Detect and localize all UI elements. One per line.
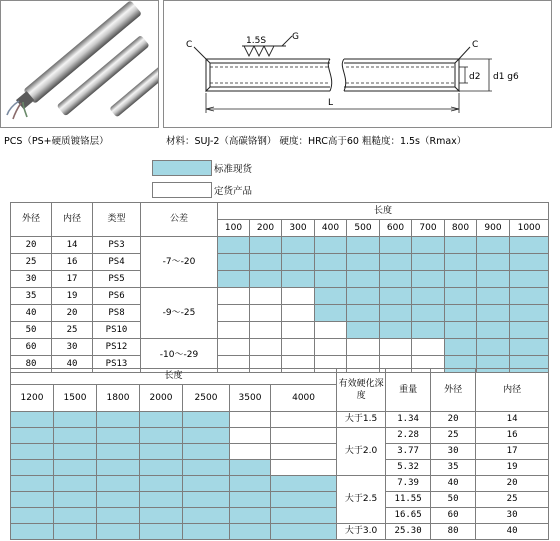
- stock-cell-standard: [271, 508, 337, 524]
- stock-cell-standard: [347, 322, 380, 339]
- stock-cell-standard: [510, 305, 549, 322]
- stock-cell-standard: [347, 305, 380, 322]
- stock-cell-standard: [380, 271, 412, 288]
- stock-cell-standard: [54, 476, 97, 492]
- table1-type-cell: PS5: [93, 271, 141, 288]
- stock-cell-standard: [97, 428, 140, 444]
- stock-cell-standard: [183, 444, 230, 460]
- table1-od-cell: 30: [11, 271, 52, 288]
- table2-depth-cell: 大于3.0: [337, 524, 386, 540]
- table2-weight-cell: 7.39: [386, 476, 431, 492]
- stock-cell-standard: [477, 339, 510, 356]
- legend-standard-label: 标准现货: [214, 164, 253, 175]
- stock-cell-order: [250, 339, 282, 356]
- stock-cell-standard: [412, 271, 445, 288]
- d2-label: d2: [469, 72, 481, 82]
- stock-cell-standard: [477, 271, 510, 288]
- stock-cell-standard: [218, 254, 250, 271]
- table1-length-700: 700: [412, 220, 445, 237]
- table1-length-200: 200: [250, 220, 282, 237]
- stock-cell-order: [250, 305, 282, 322]
- stock-cell-standard: [510, 288, 549, 305]
- stock-cell-standard: [140, 524, 183, 540]
- stock-cell-order: [282, 339, 315, 356]
- stock-cell-order: [412, 339, 445, 356]
- stock-cell-standard: [347, 271, 380, 288]
- table2-row: [11, 492, 549, 508]
- stock-cell-order: [282, 305, 315, 322]
- table1-row: [11, 237, 549, 254]
- chamfer-left-label: C: [186, 40, 193, 50]
- stock-cell-standard: [510, 254, 549, 271]
- table2-od-cell: 40: [431, 476, 476, 492]
- stock-cell-standard: [315, 237, 347, 254]
- table2-id-cell: 17: [476, 444, 549, 460]
- table2-header-row: [11, 369, 549, 385]
- table1-od-cell: 80: [11, 356, 52, 373]
- table2-length-1200: 1200: [11, 385, 54, 412]
- stock-cell-standard: [230, 492, 271, 508]
- stock-cell-order: [230, 428, 271, 444]
- table1-type-cell: PS10: [93, 322, 141, 339]
- stock-cell-standard: [445, 237, 477, 254]
- stock-cell-standard: [11, 444, 54, 460]
- stock-cell-standard: [250, 271, 282, 288]
- stock-cell-order: [218, 339, 250, 356]
- table1-length-800: 800: [445, 220, 477, 237]
- table1-header-od: 外径: [11, 203, 52, 237]
- table1-length-1000: 1000: [510, 220, 549, 237]
- stock-cell-standard: [183, 492, 230, 508]
- stock-cell-standard: [183, 460, 230, 476]
- stock-cell-standard: [380, 305, 412, 322]
- table1-length-600: 600: [380, 220, 412, 237]
- stock-cell-order: [271, 444, 337, 460]
- table1-header-length: 长度: [218, 203, 549, 220]
- stock-cell-standard: [97, 412, 140, 428]
- stock-cell-standard: [412, 322, 445, 339]
- table2-length-4000: 4000: [271, 385, 337, 412]
- stock-cell-standard: [54, 444, 97, 460]
- stock-cell-standard: [11, 460, 54, 476]
- table2-length-2000: 2000: [140, 385, 183, 412]
- stock-cell-standard: [140, 460, 183, 476]
- table1-row: [11, 254, 549, 271]
- table1-type-cell: PS4: [93, 254, 141, 271]
- stock-cell-order: [230, 412, 271, 428]
- stock-cell-standard: [11, 428, 54, 444]
- stock-cell-standard: [183, 524, 230, 540]
- stock-cell-order: [218, 288, 250, 305]
- table1-row: [11, 271, 549, 288]
- stock-cell-standard: [445, 254, 477, 271]
- table2-id-cell: 19: [476, 460, 549, 476]
- table1-od-cell: 50: [11, 322, 52, 339]
- stock-cell-standard: [510, 271, 549, 288]
- table2-weight-cell: 25.30: [386, 524, 431, 540]
- stock-cell-standard: [54, 428, 97, 444]
- stock-cell-standard: [477, 288, 510, 305]
- stock-cell-standard: [54, 508, 97, 524]
- table1-tol-cell: -7～-20: [141, 237, 218, 288]
- table2-row: [11, 508, 549, 524]
- stock-cell-standard: [11, 524, 54, 540]
- stock-cell-standard: [11, 508, 54, 524]
- stock-cell-standard: [54, 460, 97, 476]
- stock-cell-standard: [477, 322, 510, 339]
- table2-id-cell: 16: [476, 428, 549, 444]
- stock-cell-standard: [412, 254, 445, 271]
- stock-cell-standard: [412, 305, 445, 322]
- roughness-label: 1.5S: [246, 36, 267, 46]
- stock-cell-standard: [250, 254, 282, 271]
- table2-id-cell: 25: [476, 492, 549, 508]
- table2-od-cell: 50: [431, 492, 476, 508]
- spec-table-long: [10, 368, 549, 540]
- table2-depth-cell: 大于2.0: [337, 428, 386, 476]
- stock-cell-standard: [140, 444, 183, 460]
- table1-type-cell: PS12: [93, 339, 141, 356]
- stock-cell-standard: [412, 237, 445, 254]
- stock-cell-order: [315, 339, 347, 356]
- table1-length-500: 500: [347, 220, 380, 237]
- table2-id-cell: 40: [476, 524, 549, 540]
- stock-cell-standard: [380, 237, 412, 254]
- legend-order-swatch: [152, 182, 212, 198]
- stock-cell-order: [347, 339, 380, 356]
- table2-row: [11, 524, 549, 540]
- table1-length-400: 400: [315, 220, 347, 237]
- stock-cell-standard: [510, 339, 549, 356]
- stock-cell-order: [282, 288, 315, 305]
- table2-header-length: 长度: [11, 369, 337, 385]
- table1-header-tol: 公差: [141, 203, 218, 237]
- stock-cell-standard: [315, 288, 347, 305]
- stock-cell-standard: [54, 412, 97, 428]
- table2-length-1500: 1500: [54, 385, 97, 412]
- table2-od-cell: 35: [431, 460, 476, 476]
- stock-cell-standard: [445, 322, 477, 339]
- stock-cell-standard: [380, 254, 412, 271]
- stock-cell-standard: [477, 254, 510, 271]
- table1-type-cell: PS13: [93, 356, 141, 373]
- stock-cell-standard: [230, 508, 271, 524]
- table1-id-cell: 25: [52, 322, 93, 339]
- table1-length-900: 900: [477, 220, 510, 237]
- stock-cell-standard: [230, 524, 271, 540]
- stock-cell-order: [282, 322, 315, 339]
- stock-cell-order: [271, 412, 337, 428]
- table1-id-cell: 14: [52, 237, 93, 254]
- table1-length-100: 100: [218, 220, 250, 237]
- table1-header-type: 类型: [93, 203, 141, 237]
- table2-header-od: 外径: [431, 369, 476, 412]
- table2-weight-cell: 5.32: [386, 460, 431, 476]
- table1-length-300: 300: [282, 220, 315, 237]
- table1-od-cell: 20: [11, 237, 52, 254]
- length-label: L: [328, 98, 334, 108]
- stock-cell-standard: [445, 305, 477, 322]
- stock-cell-standard: [140, 428, 183, 444]
- stock-cell-standard: [11, 476, 54, 492]
- stock-cell-standard: [183, 476, 230, 492]
- stock-cell-standard: [97, 476, 140, 492]
- table1-type-cell: PS6: [93, 288, 141, 305]
- stock-cell-order: [250, 288, 282, 305]
- table2-depth-cell: 大于1.5: [337, 412, 386, 428]
- table1-tol-cell: -9～-25: [141, 288, 218, 339]
- spec-table-short: [10, 202, 549, 373]
- stock-cell-standard: [315, 271, 347, 288]
- stock-cell-standard: [230, 476, 271, 492]
- stock-cell-standard: [282, 237, 315, 254]
- stock-cell-standard: [477, 237, 510, 254]
- stock-cell-order: [271, 460, 337, 476]
- stock-cell-standard: [97, 460, 140, 476]
- table2-row: [11, 460, 549, 476]
- stock-cell-standard: [271, 492, 337, 508]
- table2-od-cell: 30: [431, 444, 476, 460]
- stock-cell-standard: [347, 237, 380, 254]
- stock-cell-standard: [54, 524, 97, 540]
- roughness-grade-label: G: [292, 32, 299, 42]
- product-photo-panel: [0, 0, 159, 128]
- table2-weight-cell: 3.77: [386, 444, 431, 460]
- table1-type-cell: PS8: [93, 305, 141, 322]
- stock-cell-standard: [380, 288, 412, 305]
- stock-cell-order: [250, 322, 282, 339]
- d1-label: d1 g6: [493, 72, 519, 82]
- stock-cell-standard: [183, 428, 230, 444]
- stock-cell-standard: [11, 412, 54, 428]
- shaft-photo: [1, 1, 158, 127]
- table1-row: [11, 339, 549, 356]
- stock-cell-order: [218, 305, 250, 322]
- stock-cell-order: [380, 339, 412, 356]
- table2-id-cell: 20: [476, 476, 549, 492]
- stock-cell-standard: [271, 476, 337, 492]
- table1-row: [11, 322, 549, 339]
- table1-row: [11, 305, 549, 322]
- stock-cell-standard: [380, 322, 412, 339]
- table1-id-cell: 17: [52, 271, 93, 288]
- table1-id-cell: 16: [52, 254, 93, 271]
- table1-id-cell: 30: [52, 339, 93, 356]
- table1-type-cell: PS3: [93, 237, 141, 254]
- table1-od-cell: 60: [11, 339, 52, 356]
- table2-weight-cell: 2.28: [386, 428, 431, 444]
- stock-cell-standard: [282, 254, 315, 271]
- stock-cell-standard: [183, 412, 230, 428]
- stock-cell-standard: [97, 508, 140, 524]
- table2-weight-cell: 1.34: [386, 412, 431, 428]
- stock-cell-standard: [97, 492, 140, 508]
- table2-id-cell: 14: [476, 412, 549, 428]
- table2-header-id: 内径: [476, 369, 549, 412]
- stock-cell-standard: [445, 339, 477, 356]
- stock-cell-standard: [230, 460, 271, 476]
- table2-row: [11, 444, 549, 460]
- table2-id-cell: 30: [476, 508, 549, 524]
- drawing-panel: [163, 0, 552, 128]
- stock-cell-order: [271, 428, 337, 444]
- table1-header-row: [11, 203, 549, 220]
- table1-header-id: 内径: [52, 203, 93, 237]
- stock-cell-standard: [97, 524, 140, 540]
- table2-weight-cell: 16.65: [386, 508, 431, 524]
- stock-cell-order: [218, 322, 250, 339]
- stock-cell-order: [230, 444, 271, 460]
- stock-cell-standard: [282, 271, 315, 288]
- stock-cell-standard: [97, 444, 140, 460]
- table2-od-cell: 20: [431, 412, 476, 428]
- table1-od-cell: 25: [11, 254, 52, 271]
- table2-od-cell: 25: [431, 428, 476, 444]
- table2-depth-cell: 大于2.5: [337, 476, 386, 524]
- stock-cell-standard: [477, 305, 510, 322]
- table1-row: [11, 288, 549, 305]
- stock-cell-order: [315, 322, 347, 339]
- stock-cell-standard: [140, 412, 183, 428]
- table2-header-weight: 重量: [386, 369, 431, 412]
- legend-standard-swatch: [152, 160, 212, 176]
- stock-cell-standard: [445, 271, 477, 288]
- stock-cell-standard: [315, 254, 347, 271]
- stock-cell-standard: [510, 237, 549, 254]
- stock-cell-standard: [140, 508, 183, 524]
- spec-caption: 材料：SUJ-2（高碳铬钢） 硬度：HRC高于60 粗糙度：1.5s（Rmax）: [166, 136, 467, 147]
- table1-od-cell: 40: [11, 305, 52, 322]
- stock-cell-standard: [54, 492, 97, 508]
- stock-cell-standard: [315, 305, 347, 322]
- photo-caption: PCS（PS+硬质镀铬层）: [4, 136, 109, 147]
- table2-row: [11, 476, 549, 492]
- legend-order-label: 定货产品: [214, 186, 253, 197]
- table2-length-2500: 2500: [183, 385, 230, 412]
- table1-id-cell: 20: [52, 305, 93, 322]
- table2-od-cell: 60: [431, 508, 476, 524]
- stock-cell-standard: [347, 254, 380, 271]
- stock-cell-standard: [218, 237, 250, 254]
- shaft-drawing: [164, 1, 551, 127]
- table2-length-3500: 3500: [230, 385, 271, 412]
- stock-cell-standard: [250, 237, 282, 254]
- table2-header-depth: 有效硬化深度: [337, 369, 386, 412]
- table2-weight-cell: 11.55: [386, 492, 431, 508]
- stock-cell-standard: [347, 288, 380, 305]
- stock-cell-standard: [510, 322, 549, 339]
- stock-cell-standard: [412, 288, 445, 305]
- table1-tol-cell: -10～-29: [141, 339, 218, 373]
- table2-row: [11, 412, 549, 428]
- table2-row: [11, 428, 549, 444]
- stock-cell-standard: [445, 288, 477, 305]
- table2-od-cell: 80: [431, 524, 476, 540]
- table1-id-cell: 19: [52, 288, 93, 305]
- stock-cell-standard: [218, 271, 250, 288]
- stock-cell-standard: [140, 476, 183, 492]
- stock-cell-standard: [11, 492, 54, 508]
- chamfer-right-label: C: [472, 40, 479, 50]
- table2-length-1800: 1800: [97, 385, 140, 412]
- table1-id-cell: 40: [52, 356, 93, 373]
- stock-cell-standard: [183, 508, 230, 524]
- table1-od-cell: 35: [11, 288, 52, 305]
- stock-cell-standard: [271, 524, 337, 540]
- stock-cell-standard: [140, 492, 183, 508]
